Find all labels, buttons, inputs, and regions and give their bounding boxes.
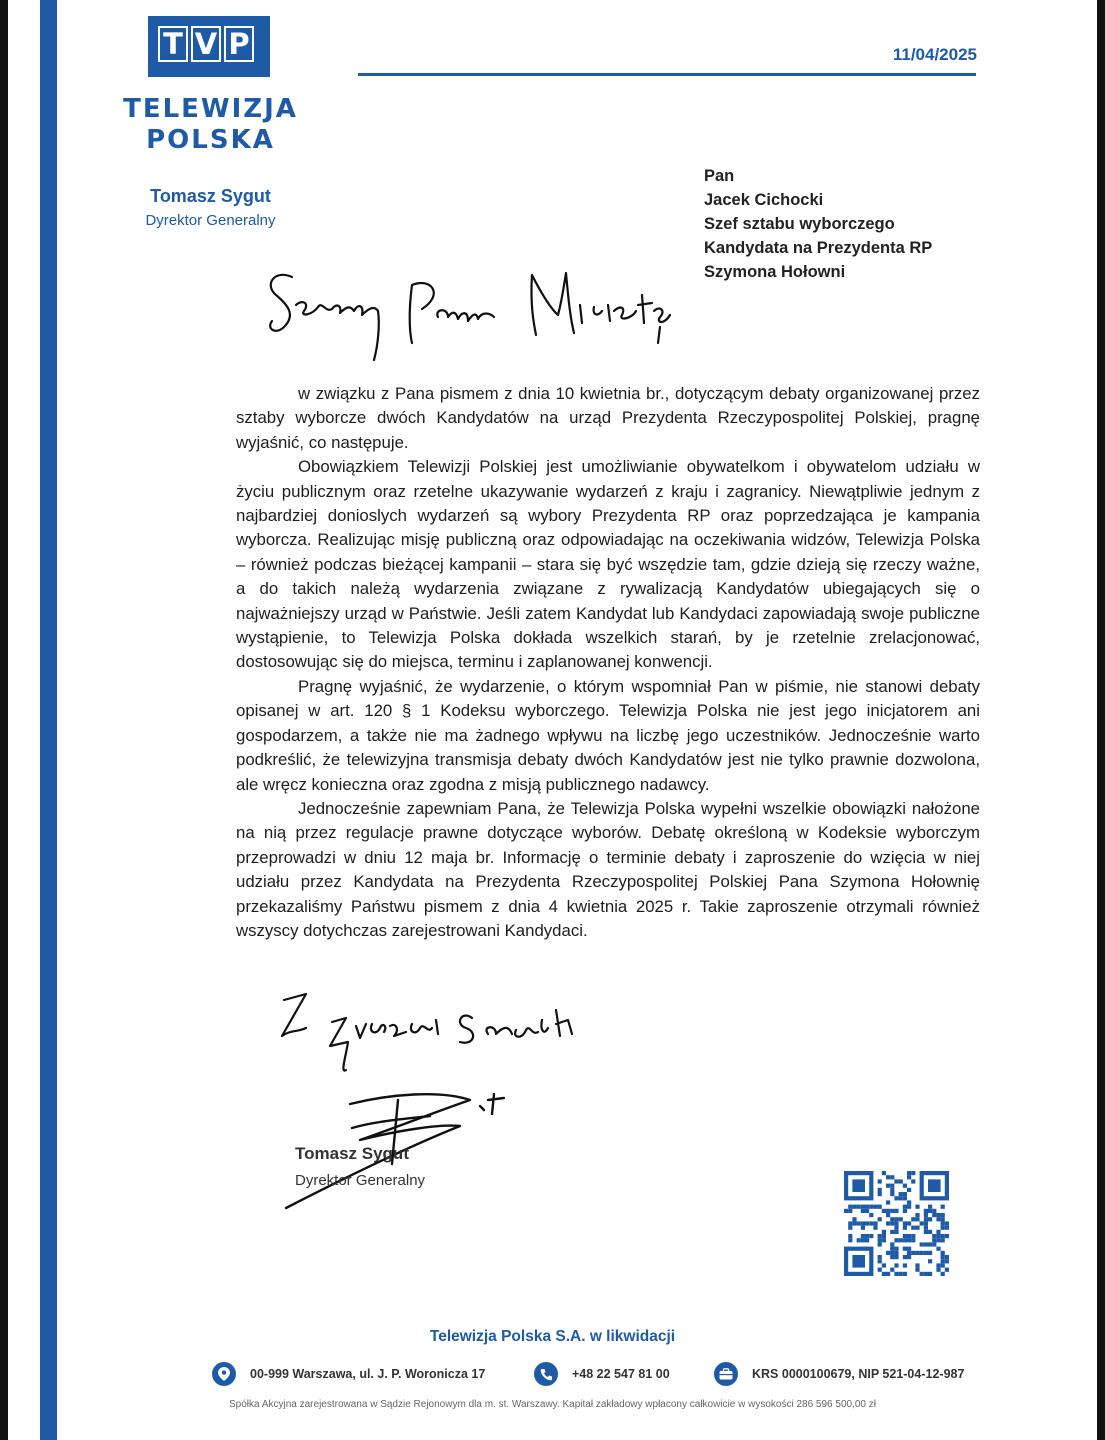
recipient-line: Pan: [704, 167, 735, 185]
phone-icon: [534, 1362, 558, 1386]
handwritten-closing: [276, 980, 606, 1080]
logo-letter-p: P: [224, 26, 254, 62]
page-edge-right: [1097, 0, 1105, 1440]
brand-name: [118, 94, 303, 156]
address-text: 00-999 Warszawa, ul. J. P. Woronicza 17: [250, 1367, 486, 1381]
handwritten-salutation: [262, 255, 672, 370]
footer-phone: [534, 1362, 670, 1386]
letter-date: 11/04/2025: [892, 45, 977, 64]
body-paragraph: Obowiązkiem Telewizji Polskiej jest umożliwianie obywatelkom i obywatelom udziału w życiu publicznym oraz rzetelne ukazywanie wydarzeń z kraju i zagranicy. Niewątpliwie jednym z najbardziej donioslych wydarzeń są wybory Prezydenta RP oraz poprzedzająca je kampania wyborcza. Realizując misję publiczną oraz odpowiadając na oczekiwania widzów, Telewizja Polska – również podczas bieżącej kampanii – stara się być wszędzie tam, gdzie dzieją się rzeczy ważne, a do takich należą wydarzenia związane z rywalizacją Kandydatów ubiegających się o najważniejszy urząd w Państwie. Jeśli zatem Kandydat lub Kandydaci zapowiadają swoje publiczne wystąpienie, to Telewizja Polska dokłada wszelkich starań, by je rzetelnie zrelacjonować, dostosowując się do miejsca, terminu i zaplanowanej konwencji.: [236, 457, 980, 672]
date-divider: [358, 73, 976, 76]
signature-role: Dyrektor Generalny: [295, 1172, 426, 1189]
location-pin-icon: [212, 1362, 236, 1386]
recipient-line: Szef sztabu wyborczego: [704, 215, 895, 233]
recipient-block: [704, 164, 932, 284]
footer-registry: [714, 1362, 964, 1386]
body-paragraph: Jednocześnie zapewniam Pana, że Telewizja Polska wypełni wszelkie obowiązki nałożone na nią przez regulacje prawne dotyczące wyborów. Debatę określoną w Kodeksie wyborczym przeprowadzi w dniu 12 maja br. Informację o terminie debaty i zaproszenie do wzięcia w niej udziału przez Kandydata na Prezydenta Rzeczypospolitej Polskiej Pana Szymona Hołownię przekazaliśmy Państwu pismem z dnia 4 kwietnia 2025 r. Takie zaproszenie otrzymali również wszyscy dotychczas zarejestrowani Kandydaci.: [236, 798, 980, 940]
tvp-logo: [148, 16, 270, 77]
recipient-line: Szymona Hołowni: [704, 263, 846, 281]
brand-line-2: POLSKA: [146, 125, 275, 155]
logo-letter-t: T: [158, 26, 188, 62]
sender-name: Tomasz Sygut: [150, 186, 271, 206]
page-edge-left: [0, 0, 8, 1440]
body-paragraph: w związku z Pana pismem z dnia 10 kwietnia br., dotyczącym debaty organizowanej przez sztaby wyborcze dwóch Kandydatów na urząd Prezydenta Rzeczypospolitej Polskiej, pragnę wyjaśnić, co następuje.: [236, 384, 980, 452]
registration-note: Spółka Akcyjna zarejestrowana w Sądzie Rejonowym dla m. st. Warszawy. Kapitał zakładowy wpłacony całkowicie w wysokości 286 596 500,00 zł: [229, 1399, 876, 1410]
phone-text: +48 22 547 81 00: [572, 1367, 670, 1381]
body-paragraph: Pragnę wyjaśnić, że wydarzenie, o którym wspomniał Pan w piśmie, nie stanowi debaty opisanej w art. 120 § 1 Kodeksu wyborczego. Telewizja Polska nie jest jego inicjatorem ani gospodarzem, a także nie ma żadnego wpływu na liczbę jego uczestników. Jednocześnie warto podkreślić, że telewizyjna transmisja debaty dwóch Kandydatów jest nie tylko prawnie dozwolona, ale wręcz konieczna oraz zgodna z misją publicznego nadawcy.: [236, 676, 980, 794]
logo-letter-v: V: [191, 26, 221, 62]
registry-text: KRS 0000100679, NIP 521-04-12-987: [752, 1367, 965, 1381]
brand-line-1: TELEWIZJA: [123, 94, 298, 124]
recipient-line: Kandydata na Prezydenta RP: [704, 239, 933, 257]
briefcase-icon: [714, 1362, 738, 1386]
side-stripe: [40, 0, 57, 1440]
recipient-line: Jacek Cichocki: [704, 191, 824, 209]
qr-code: [843, 1170, 949, 1278]
footer-address: [212, 1362, 485, 1386]
letter-body: [236, 382, 980, 943]
footer-company: Telewizja Polska S.A. w likwidacji: [429, 1328, 676, 1345]
sender-role: Dyrektor Generalny: [145, 212, 276, 229]
signature-name: Tomasz Sygut: [295, 1144, 409, 1163]
